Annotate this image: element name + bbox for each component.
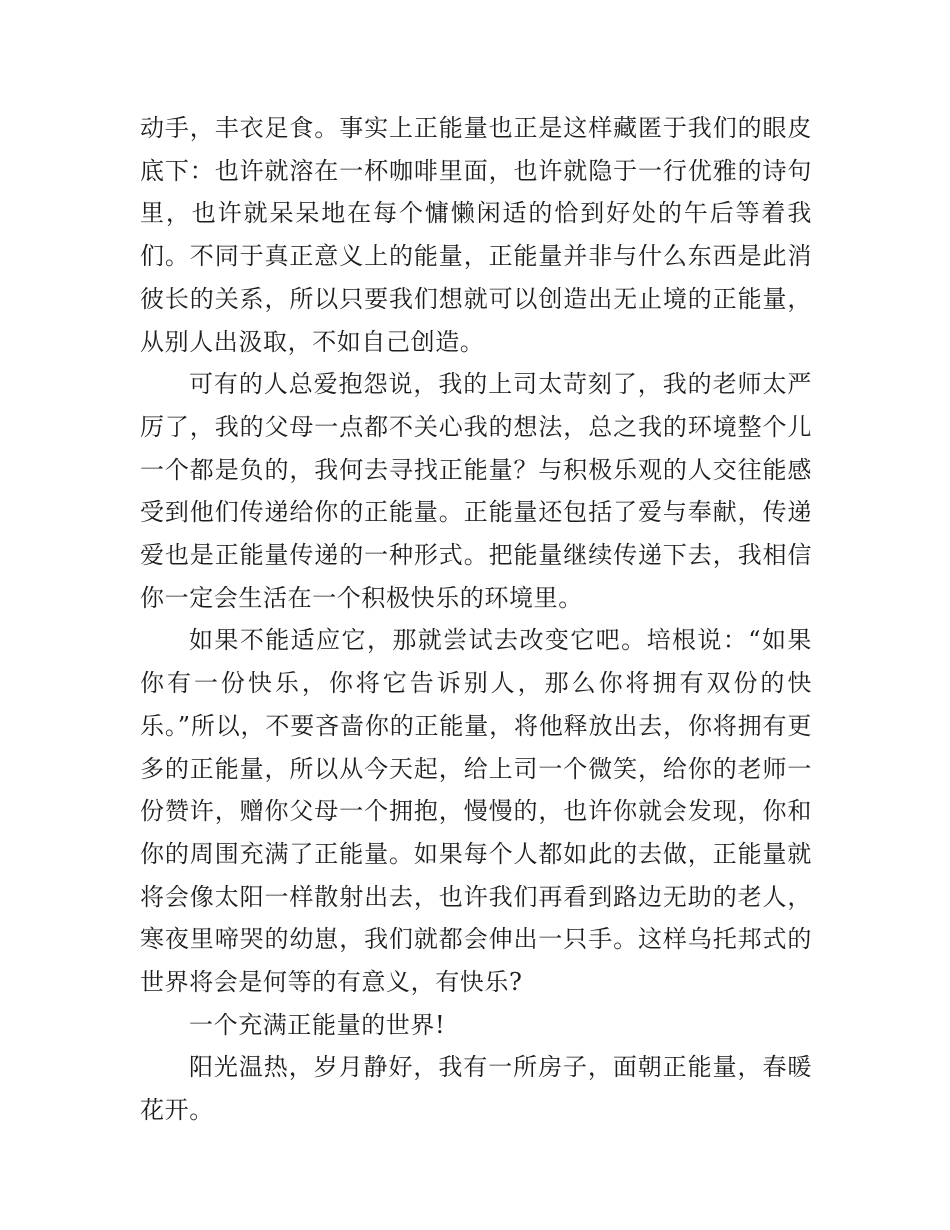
paragraph-5: 阳光温热，岁月静好，我有一所房子，面朝正能量，春暖花开。 [140,1053,812,1125]
paragraph-3: 如果不能适应它，那就尝试去改变它吧。培根说：“如果你有一份快乐，你将它告诉别人，那么你将拥有双份的快乐。”所以，不要吝啬你的正能量，将他释放出去，你将拥有更多的正能量，所以从今天起，给上司一个微笑，给你的老师一份赞许，赠你父母一个拥抱，慢慢的，也许你就会发现，你和你的周围充满了正能量。如果每个人都如此的去做，正能量就将会像太阳一样散射出去，也许我们再看到路边无助的老人，寒夜里啼哭的幼崽，我们就都会伸出一只手。这样乌托邦式的世界将会是何等的有意义，有快乐? [140,626,812,997]
paragraph-4: 一个充满正能量的世界! [189,1010,446,1039]
paragraph-1: 动手，丰衣足食。事实上正能量也正是这样藏匿于我们的眼皮底下：也许就溶在一杯咖啡里面，也许就隐于一行优雅的诗句里，也许就呆呆地在每个慵懒闲适的恰到好处的午后等着我们。不同于真正意义上的能量，正能量并非与什么东西是此消彼长的关系，所以只要我们想就可以创造出无止境的正能量，从别人出汲取，不如自己创造。 [140,114,812,356]
document-body [140,107,812,1132]
paragraph-2: 可有的人总爱抱怨说，我的上司太苛刻了，我的老师太严厉了，我的父母一点都不关心我的想法，总之我的环境整个儿一个都是负的，我何去寻找正能量？与积极乐观的人交往能感受到他们传递给你的正能量。正能量还包括了爱与奉献，传递爱也是正能量传递的一种形式。把能量继续传递下去，我相信你一定会生活在一个积极快乐的环境里。 [140,370,812,612]
